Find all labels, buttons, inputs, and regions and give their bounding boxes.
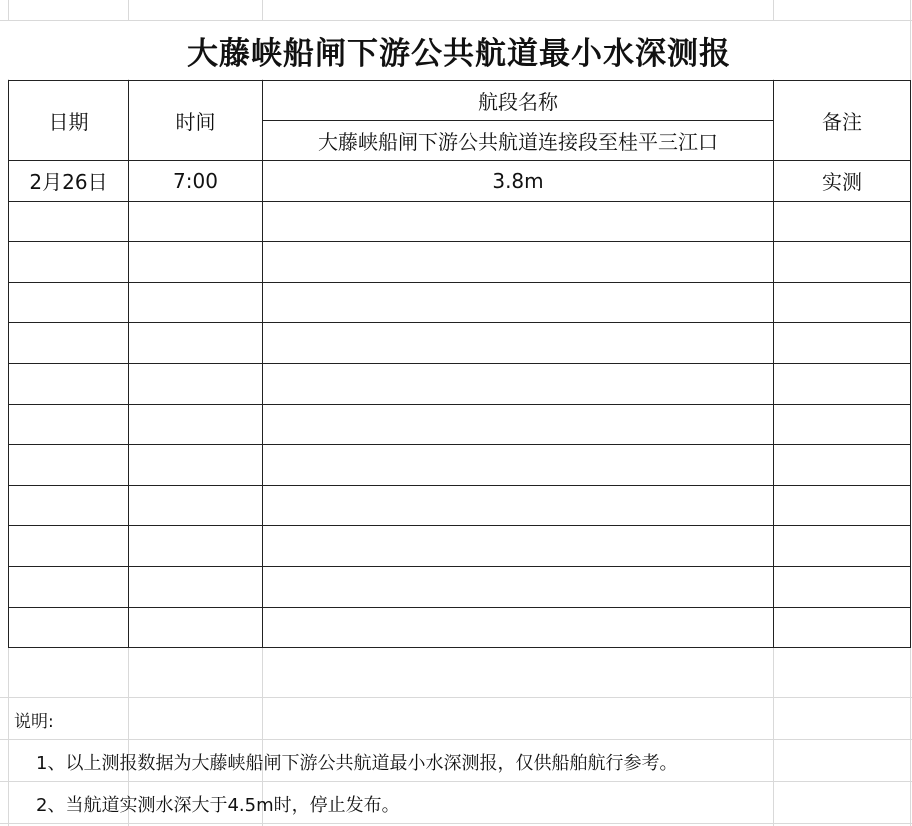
table-row — [9, 161, 911, 202]
table-row — [9, 566, 911, 607]
cell-date[interactable] — [9, 526, 129, 567]
cell-time[interactable] — [129, 363, 263, 404]
cell-time[interactable] — [129, 445, 263, 486]
cell-date[interactable] — [9, 323, 129, 364]
cell-remark[interactable] — [774, 566, 911, 607]
cell-depth[interactable] — [263, 363, 774, 404]
cell-remark[interactable] — [774, 445, 911, 486]
cell-time[interactable] — [129, 485, 263, 526]
notes-label: 说明: — [14, 712, 54, 732]
table-row — [9, 282, 911, 323]
cell-depth[interactable] — [263, 323, 774, 364]
cell-time[interactable] — [129, 323, 263, 364]
cell-remark[interactable] — [774, 526, 911, 567]
table-row — [9, 607, 911, 648]
cell-time[interactable]: 7:00 — [129, 161, 263, 202]
cell-date[interactable]: 2月26日 — [9, 161, 129, 202]
cell-remark[interactable] — [774, 485, 911, 526]
header-remark: 备注 — [774, 81, 911, 161]
cell-depth[interactable] — [263, 242, 774, 283]
cell-date[interactable] — [9, 242, 129, 283]
cell-time[interactable] — [129, 282, 263, 323]
cell-remark[interactable] — [774, 363, 911, 404]
cell-remark[interactable]: 实测 — [774, 161, 911, 202]
table-row — [9, 526, 911, 567]
cell-date[interactable] — [9, 445, 129, 486]
cell-depth[interactable] — [263, 282, 774, 323]
table-row — [9, 242, 911, 283]
cell-depth[interactable] — [263, 607, 774, 648]
cell-depth[interactable] — [263, 485, 774, 526]
cell-depth[interactable] — [263, 526, 774, 567]
cell-date[interactable] — [9, 404, 129, 445]
cell-time[interactable] — [129, 566, 263, 607]
cell-remark[interactable] — [774, 607, 911, 648]
cell-time[interactable] — [129, 201, 263, 242]
cell-time[interactable] — [129, 242, 263, 283]
cell-depth[interactable] — [263, 566, 774, 607]
cell-time[interactable] — [129, 526, 263, 567]
header-segment-group: 航段名称 — [263, 81, 774, 121]
note-item-1: 1、以上测报数据为大藤峡船闸下游公共航道最小水深测报，仅供船舶航行参考。 — [36, 753, 678, 774]
cell-depth[interactable]: 3.8m — [263, 161, 774, 202]
cell-remark[interactable] — [774, 404, 911, 445]
table-row — [9, 485, 911, 526]
cell-remark[interactable] — [774, 201, 911, 242]
table-row — [9, 201, 911, 242]
cell-date[interactable] — [9, 201, 129, 242]
cell-date[interactable] — [9, 363, 129, 404]
depth-report-table — [8, 80, 911, 648]
cell-date[interactable] — [9, 566, 129, 607]
header-time: 时间 — [129, 81, 263, 161]
report-title: 大藤峡船闸下游公共航道最小水深测报 — [8, 21, 910, 79]
cell-depth[interactable] — [263, 445, 774, 486]
cell-remark[interactable] — [774, 282, 911, 323]
cell-time[interactable] — [129, 404, 263, 445]
cell-depth[interactable] — [263, 404, 774, 445]
cell-date[interactable] — [9, 607, 129, 648]
cell-depth[interactable] — [263, 201, 774, 242]
cell-remark[interactable] — [774, 242, 911, 283]
cell-remark[interactable] — [774, 323, 911, 364]
table-row — [9, 363, 911, 404]
table-row — [9, 445, 911, 486]
header-date: 日期 — [9, 81, 129, 161]
table-row — [9, 404, 911, 445]
table-row — [9, 323, 911, 364]
cell-date[interactable] — [9, 282, 129, 323]
cell-date[interactable] — [9, 485, 129, 526]
note-item-2: 2、当航道实测水深大于4.5m时，停止发布。 — [36, 795, 400, 816]
header-segment-name: 大藤峡船闸下游公共航道连接段至桂平三江口 — [263, 121, 774, 161]
cell-time[interactable] — [129, 607, 263, 648]
